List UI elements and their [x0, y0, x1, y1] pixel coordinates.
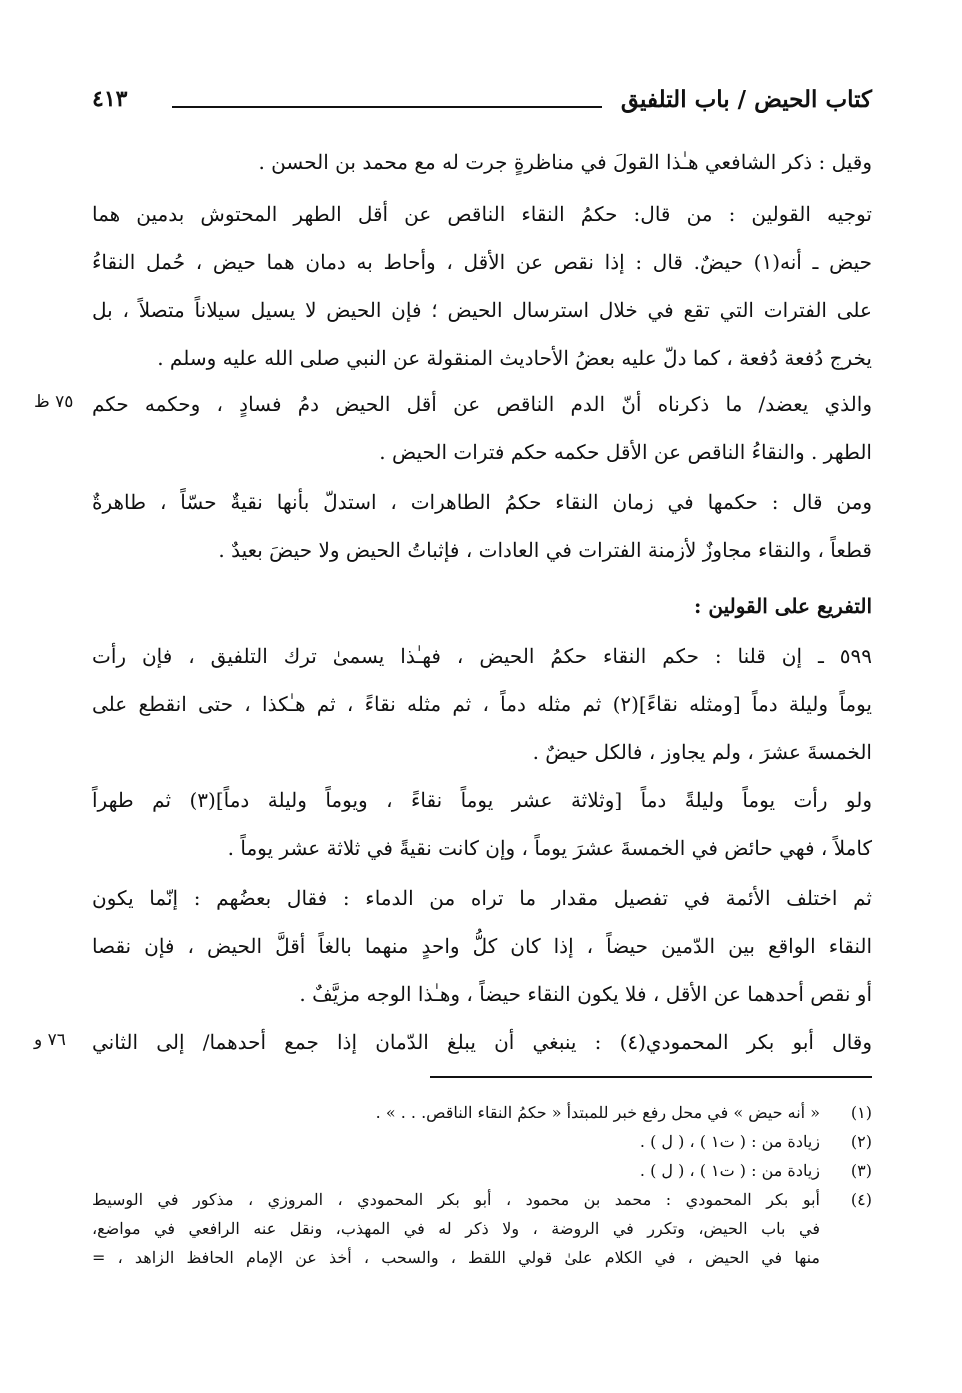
- footnote-line: في باب الحيض، وتكرر في الروضة ، ولا ذكر له في المهذب، ونقل عنه الرافعي في مواضع،: [92, 1219, 820, 1238]
- margin-note-folio: ٧٦ و: [34, 1030, 66, 1050]
- footnote: [92, 1156, 872, 1185]
- paragraph-8: [92, 1018, 872, 1066]
- paragraph-5: [92, 632, 872, 776]
- paragraph-4: [92, 478, 872, 574]
- header-rule: [172, 106, 602, 108]
- text-line: يوماً وليلة دماً [ومثله نقاءً](٢) ثم مثله دماً ، ثم مثله نقاءً ، ثم هـٰكذا ، حتى انقطع على: [92, 692, 872, 716]
- footnote-line: أبو بكر المحمودي : محمد بن محمود ، أبو بكر المحمودي ، المروزي ، مذكور في الوسيط: [92, 1190, 820, 1209]
- paragraph-7: [92, 874, 872, 1018]
- text-line: والذي يعضد/ ما ذكرناه أنّ الدم الناقص عن أقل الحيض دمُ فسادٍ ، وحكمه حكم: [92, 392, 872, 416]
- text-line: ٥٩٩ ـ إن قلنا : حكم النقاء حكمُ الحيض ، فهـٰذا يسمىٰ ترك التلفيق ، فإن رأت: [92, 644, 872, 668]
- text-line: كاملاً ، فهي حائض في الخمسةَ عشرَ يوماً ، وإن كانت نقيةً في ثلاثة عشر يوماً .: [227, 836, 872, 860]
- footnote-number: (٢): [850, 1132, 872, 1151]
- footnote-text: [92, 1127, 820, 1156]
- chapter-title: كتاب الحيض / باب التلفيق: [620, 86, 872, 113]
- footnote-number: (٤): [850, 1190, 872, 1209]
- margin-note-folio: ٧٥ ظ: [34, 392, 74, 412]
- footnote-line: زيادة من : ( ت١ ) ، ( ل ) .: [639, 1161, 820, 1180]
- text-line: وقال أبو بكر المحمودي(٤) : ينبغي أن يبلغ الدّمان إذا جمع أحدهما/ إلى الثاني: [92, 1030, 873, 1054]
- text-line: حيض ـ أنه(١) حيضٌ. قال : إذا نقص عن الأقل ، وأحاط به دمان هما حيض ، حُمل النقاءُ: [92, 250, 873, 274]
- footnote-number: (١): [850, 1103, 872, 1122]
- running-header: [92, 82, 872, 122]
- text-line: وقيل : ذكر الشافعي هـٰذا القولَ في مناظرةٍ جرت له مع محمد بن الحسن .: [258, 150, 872, 174]
- page-number: ٤١٣: [92, 86, 128, 112]
- text-line: أو نقص أحدهما عن الأقل ، فلا يكون النقاء حيضاً ، وهـٰذا الوجه مزيَّفٌ .: [299, 982, 872, 1006]
- paragraph-6: [92, 776, 872, 872]
- text-line: التفريع على القولين :: [694, 594, 872, 618]
- footnote-text: [92, 1098, 820, 1127]
- footnote-line: زيادة من : ( ت١ ) ، ( ل ) .: [639, 1132, 820, 1151]
- text-line: قطعاً ، والنقاء مجاوزٌ لأزمنة الفترات في العادات ، فإثباتُ الحيض ولا حيضَ بعيدٌ .: [218, 538, 872, 562]
- paragraph-1: [92, 138, 872, 186]
- section-heading: [92, 582, 872, 630]
- text-line: ثم اختلف الأئمة في تفصيل مقدار ما تراه من الدماء : فقال بعضُهم : إنّما يكون: [92, 886, 872, 910]
- footnote-separator: [430, 1076, 872, 1078]
- footnote-number: (٣): [850, 1161, 872, 1180]
- footnote-line: منها في الحيض ، في الكلام علىٰ قولي اللقط ، والسحب ، أخذ عن الإمام الحافظ الزاهد ، =: [92, 1248, 820, 1267]
- footnote-text: [92, 1185, 820, 1272]
- footnote: [92, 1127, 872, 1156]
- text-line: النقاء الواقع بين الدّمين حيضاً ، إذا كان كلُّ واحدٍ منهما بالغاً أقلَّ الحيض ، فإن نقصا: [92, 934, 872, 958]
- paragraph-3: [92, 380, 872, 476]
- footnote-line: « أنه حيض » في محل رفع خبر للمبتدأ « حكمُ النقاء الناقص. . . » .: [375, 1103, 820, 1122]
- footnotes: [92, 1098, 872, 1272]
- footnote: [92, 1185, 872, 1272]
- text-line: ولو رأت يوماً وليلةً دماً [وثلاثة عشر يوماً نقاءً ، ويوماً وليلة دماً](٣) ثم طهراً: [92, 788, 872, 812]
- text-line: يخرج دُفعة دُفعة ، كما دلّ عليه بعضُ الأحاديث المنقولة عن النبي صلى الله عليه وسلم .: [157, 346, 872, 370]
- paragraph-2: [92, 190, 872, 382]
- text-line: الطهر . والنقاءُ الناقص عن الأقل حكمه حكم فترات الحيض .: [379, 440, 872, 464]
- footnote: [92, 1098, 872, 1127]
- footnote-text: [92, 1156, 820, 1185]
- text-line: على الفترات التي تقع في خلال استرسال الحيض ؛ فإن الحيض لا يسيل سيلاناً متصلاً ، بل: [92, 298, 872, 322]
- text-line: الخمسةَ عشرَ ، ولم يجاوز ، فالكل حيضٌ .: [532, 740, 872, 764]
- text-line: ومن قال : حكمها في زمان النقاء حكمُ الطاهرات ، استدلّ بأنها نقيةٌ حسّاً ، طاهرةٌ: [92, 490, 872, 514]
- text-line: توجيه القولين : من قال: حكمُ النقاء الناقص عن أقل الطهر المحتوش بدمين هما: [92, 202, 872, 226]
